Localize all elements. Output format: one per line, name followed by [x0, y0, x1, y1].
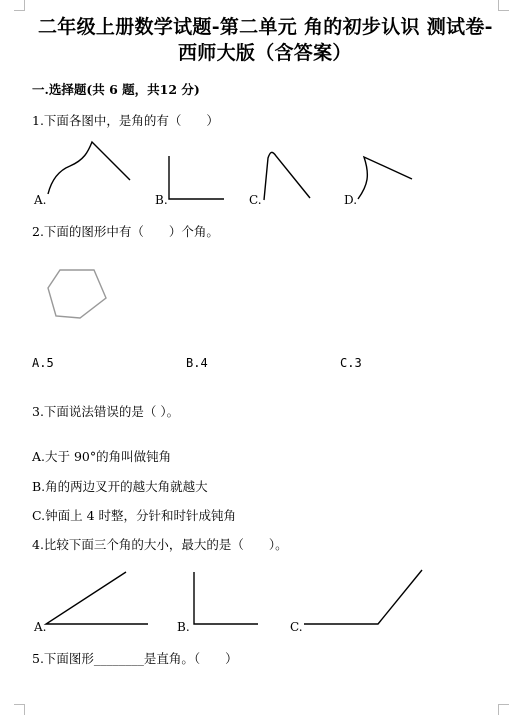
- q3-option-a: A.大于 90°的角叫做钝角: [32, 449, 172, 464]
- q1-figure-a: [44, 140, 144, 200]
- question-1-text: 1.下面各图中，是角的有（ ）: [32, 113, 219, 128]
- q1-option-b: B.: [155, 193, 168, 207]
- crop-mark-top-left: [14, 0, 25, 11]
- q1-option-a: A.: [34, 193, 47, 207]
- q4-angle-b: [192, 570, 262, 630]
- q4-angle-c: [302, 568, 432, 628]
- q1-option-c: C.: [249, 193, 262, 207]
- q1-figure-d: [356, 155, 416, 205]
- document-title-line-1: 二年级上册数学试题-第二单元 角的初步认识 测试卷-: [38, 16, 493, 38]
- q2-pentagon-figure: [46, 268, 116, 328]
- q4-option-b: B.: [177, 620, 190, 634]
- q1-figure-b: [168, 155, 228, 205]
- document-title-line-2: 西师大版（含答案）: [178, 42, 352, 64]
- question-5-text: 5.下面图形________是直角。（ ）: [32, 651, 238, 666]
- q4-angle-a: [40, 570, 160, 630]
- crop-mark-bottom-right: [498, 704, 509, 715]
- section-heading: 一.选择题(共 6 题，共12 分): [32, 82, 200, 97]
- q1-option-d: D.: [344, 193, 358, 207]
- q3-option-c: C.钟面上 4 时整，分针和时针成钝角: [32, 508, 236, 523]
- q3-option-b: B.角的两边叉开的越大角就越大: [32, 479, 208, 494]
- q4-option-a: A.: [34, 620, 47, 634]
- crop-mark-bottom-left: [14, 704, 25, 715]
- q4-option-c: C.: [290, 620, 303, 634]
- q2-option-a: A.5: [32, 356, 54, 370]
- q2-option-c: C.3: [340, 356, 362, 370]
- question-2-text: 2.下面的图形中有（ ）个角。: [32, 224, 219, 239]
- crop-mark-top-right: [498, 0, 509, 11]
- question-4-text: 4.比较下面三个角的大小，最大的是（ ）。: [32, 537, 288, 552]
- q1-figure-c: [262, 148, 322, 208]
- q2-option-b: B.4: [186, 356, 208, 370]
- question-3-text: 3.下面说法错误的是（ ）。: [32, 404, 180, 419]
